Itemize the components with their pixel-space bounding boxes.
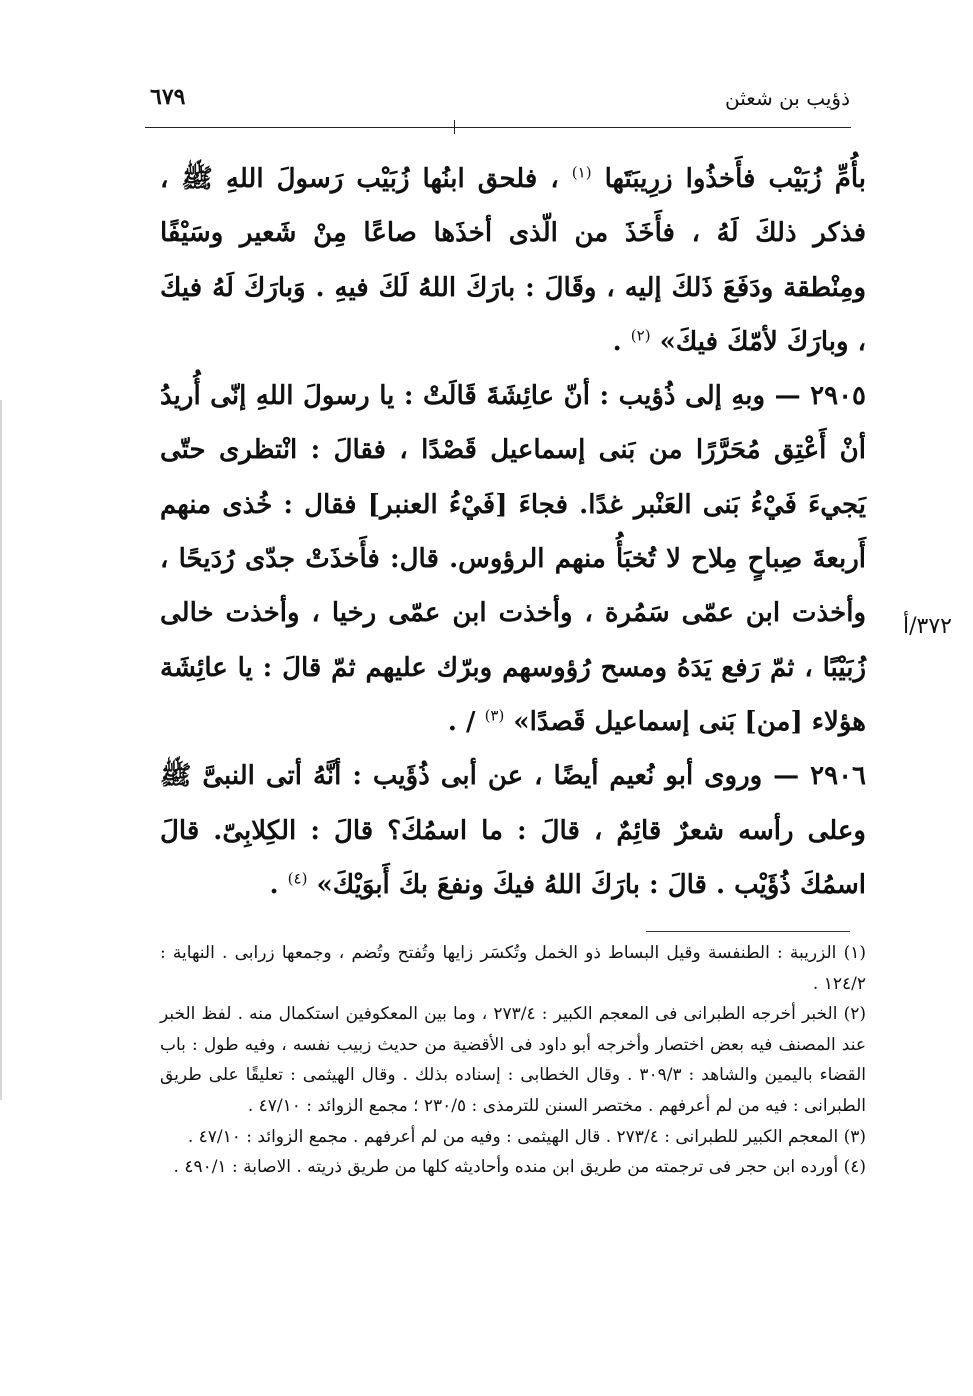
footnote-ref-4[interactable]: (٤)	[287, 869, 308, 888]
paragraph-2905	[160, 369, 866, 749]
paragraph-2905-text: — وبهِ إلى ذُؤيب : أنّ عائِشَةَ قَالَتْ : يا رسولَ اللهِ إنّى أُريدُ أنْ أَعْتِق مُحَرَّرًا من بَنى إسماعيل قَصْدًا ، فقالَ : انْتظرى حتّى يَجيءَ فَيْءُ بَنى العَنْبر غدًا. فجاءَ [فَيْءُ العنبر] فقال : خُذى منهم أَربعةَ صِباحٍ مِلاح لا تُخبَأُ منهم الرؤوس. قال: فأَخذَتْ جدّى رُدَيحًا ، وأخذت ابن عمّى سَمُرة ، وأخذت ابن عمّى رخيا ، وأخذت خالى زُبَيْبًا ، ثمّ رَفع يَدَهُ ومسح رُؤوسهم وبرّك عليهم ثمّ قالَ : يا عائِشَة هؤلاء [من] بَنى إسماعيل قَصدًا»	[160, 381, 866, 737]
page-number: ٦٧٩	[150, 84, 186, 110]
scan-edge-shadow	[0, 400, 2, 1100]
footnote-ref-1[interactable]: (١)	[571, 163, 592, 182]
paragraph-1-end: .	[612, 326, 622, 357]
footnote-2: (٢) الخبر أخرجه الطبرانى فى المعجم الكبير : ٢٧٣/٤ ، وما بين المعكوفين استكمال منه . لفظ الخبر عند المصنف فيه بعض اختصار وأخرجه أبو داود فى الأقضية من حديث زبيب نفسه ، وفيه طول : باب القضاء باليمين والشاهد : ٣٠٩/٣ . وقال الخطابى : إسناده بذلك . وقال الهيثمى : تعليقًا على طريق الطبرانى : فيه من لم أعرفهم . مختصر السنن للترمذى : ٢٣٠/٥ ؛ مجمع الزوائد : ٤٧/١٠ .	[160, 1004, 867, 1116]
hadith-number-2905: ٢٩٠٥	[810, 381, 866, 412]
header-rule	[145, 127, 851, 128]
manuscript-folio-note: ٣٧٢/أ	[903, 614, 952, 639]
paragraph-2906-end: .	[269, 869, 279, 900]
paragraph-2905-end: / .	[447, 706, 476, 737]
footnote-ref-2[interactable]: (٢)	[630, 326, 651, 345]
running-header	[150, 84, 850, 118]
footnote-1: (١) الزريبة : الطنفسة وقيل البساط ذو الخمل وتُكسَر زايها وتُفتح وتُضم ، وجمعها زرابى . النهاية : ١٢٤/٢ .	[160, 943, 866, 994]
header-tick	[454, 120, 455, 134]
paragraph-1-text-a: بأُمِّ زُبَيْب فأَخذُوا زرِيبَتَها	[604, 164, 866, 194]
paragraph-1	[160, 152, 866, 369]
paragraph-2906	[160, 749, 866, 912]
paragraph-1-text-b: ، فلحق ابنُها زُبَيْب رَسولَ اللهِ ﷺ ، فذكر ذلكَ لَهُ ، فأَخَذَ من الّذى أخذَها صاعًا مِنْ شَعير وسَيْفًا ومِنْطقة ودَفَعَ ذَلكَ إليه ، وقَالَ : بارَكَ اللهُ لَكَ فيهِ . وَبارَكَ لَهُ فيكَ ، وبارَكَ لأمّكَ فيكَ»	[160, 164, 866, 357]
header-title: ذؤيب بن شعثن	[725, 86, 850, 110]
footnote-4: (٤) أورده ابن حجر فى ترجمته من طريق ابن منده وأحاديثه كلها من طريق ذريته . الاصابة : ٤٩٠/١ .	[173, 1157, 866, 1178]
footnotes	[160, 938, 866, 1183]
paragraph-2906-text: — وروى أبو نُعيم أيضًا ، عن أبى ذُؤَيب : أنَّهُ أتى النبىَّ ﷺ وعلى رأسه شعرٌ قائِمٌ ، قالَ : ما اسمُكَ؟ قالَ : الكِلابِىّ. قالَ اسمُكَ ذُؤَيْب . قالَ : بارَكَ اللهُ فيكَ ونفعَ بكَ أَبوَيْكَ»	[160, 761, 866, 900]
footnote-ref-3[interactable]: (٣)	[484, 706, 505, 725]
hadith-number-2906: ٢٩٠٦	[810, 761, 866, 792]
footnote-3: (٣) المعجم الكبير للطبرانى : ٢٧٣/٤ . قال الهيثمى : وفيه من لم أعرفهم . مجمع الزوائد : ٤٧/١٠ .	[187, 1126, 866, 1147]
main-text	[160, 152, 866, 912]
footnote-rule	[646, 931, 850, 932]
